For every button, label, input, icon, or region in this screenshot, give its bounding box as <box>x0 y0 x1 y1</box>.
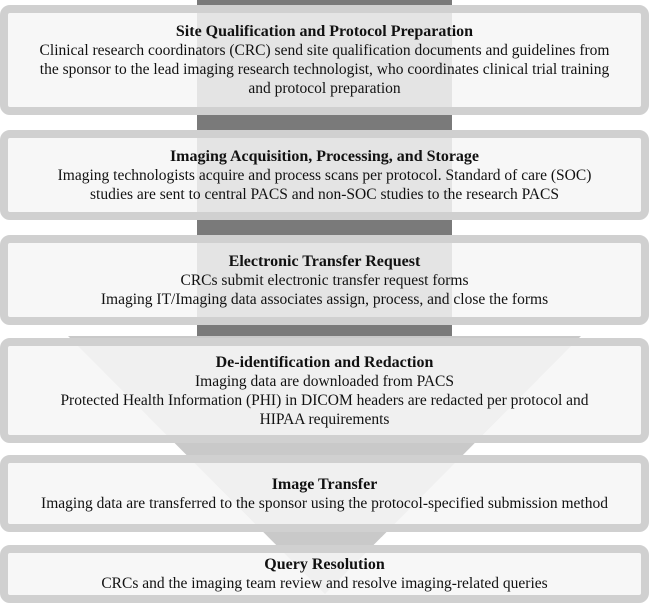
stage-description-line: CRCs and the imaging team review and resolve imaging-related queries <box>101 575 548 592</box>
stage-query-resolution <box>0 545 649 603</box>
stage-title: Image Transfer <box>271 475 378 493</box>
stage-description-line: and protocol preparation <box>248 80 401 97</box>
stage-site-qualification <box>0 5 649 115</box>
stage-deidentification <box>0 338 649 443</box>
stage-description-line: Imaging technologists acquire and process scans per protocol. Standard of care (SOC) <box>57 166 592 184</box>
stage-image-transfer <box>0 455 649 532</box>
stage-title: Site Qualification and Protocol Preparation <box>175 23 474 40</box>
stage-description-line: Imaging IT/Imaging data associates assign, process, and close the forms <box>100 290 549 308</box>
stage-title: Query Resolution <box>264 556 385 573</box>
stage-imaging-acquisition <box>0 130 649 220</box>
stage-title: Imaging Acquisition, Processing, and Storage <box>169 147 480 165</box>
stage-description-line: Clinical research coordinators (CRC) send site qualification documents and guidelines from <box>39 42 610 59</box>
stage-title: Electronic Transfer Request <box>228 252 421 270</box>
stage-description-line: studies are sent to central PACS and non-SOC studies to the research PACS <box>90 185 559 203</box>
stage-title: De-identification and Redaction <box>215 353 434 371</box>
stage-description-line: Imaging data are downloaded from PACS <box>194 372 454 390</box>
stage-description-line: Imaging data are transferred to the sponsor using the protocol-specified submission method <box>41 494 608 512</box>
stage-description-line: CRCs submit electronic transfer request forms <box>180 271 469 289</box>
stage-description-line: Protected Health Information (PHI) in DICOM headers are redacted per protocol and <box>60 391 589 409</box>
stage-electronic-transfer-request <box>0 235 649 325</box>
stage-description-line: the sponsor to the lead imaging research technologist, who coordinates clinical trial training <box>39 61 610 78</box>
stage-description-line: HIPAA requirements <box>259 410 390 428</box>
